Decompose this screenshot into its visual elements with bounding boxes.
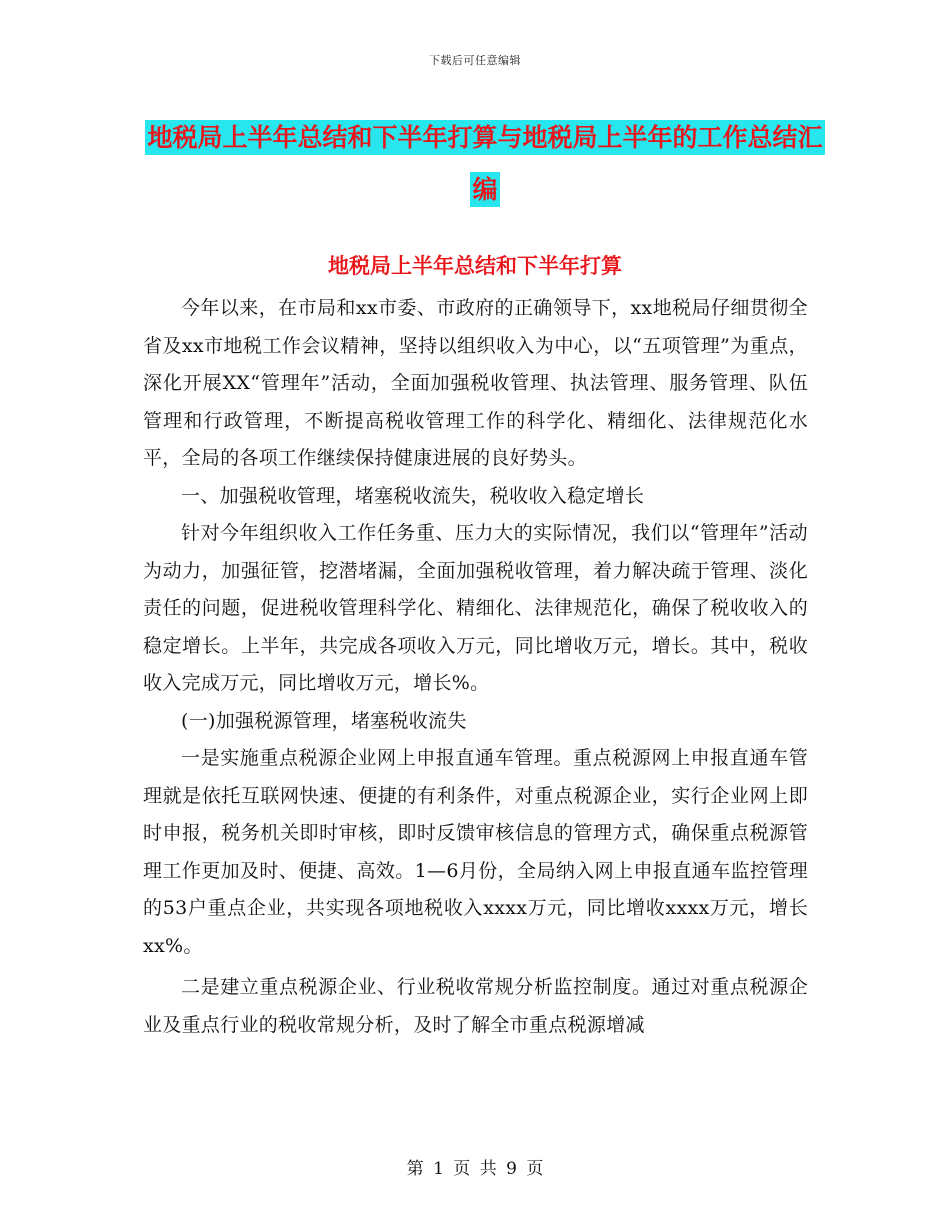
main-title-text: 地税局上半年总结和下半年打算与地税局上半年的工作总结汇编 <box>145 120 824 207</box>
heading-section-one: 一、加强税收管理，堵塞税收流失，税收收入稳定增长 <box>181 484 645 507</box>
header-note: 下载后可任意编辑 <box>429 54 521 67</box>
section-title: 地税局上半年总结和下半年打算 <box>328 254 622 278</box>
paragraph-intro: 今年以来，在市局和xx市委、市政府的正确领导下，xx地税局仔细贯彻全省及xx市地税工作会议精神，坚持以组织收入为中心，以“五项管理”为重点，深化开展XX“管理年”活动，全面加强税收管理、执法管理、服务管理、队伍管理和行政管理，不断提高税收管理工作的科学化、精细化、法律规范化水平，全局的各项工作继续保持健康进展的良好势头。 <box>143 297 808 469</box>
paragraph-revenue: 针对今年组织收入工作任务重、压力大的实际情况，我们以“管理年”活动为动力，加强征管，挖潜堵漏，全面加强税收管理，着力解决疏于管理、淡化责任的问题，促进税收管理科学化、精细化、法律规范化，确保了税收收入的稳定增长。上半年，共完成各项收入万元，同比增收万元，增长。其中，税收收入完成万元，同比增收万元，增长%。 <box>143 522 808 694</box>
page-footer: 第 1 页 共 9 页 <box>406 1159 544 1179</box>
subheading-tax-source: (一)加强税源管理，堵塞税收流失 <box>181 709 467 732</box>
paragraph-point-one: 一是实施重点税源企业网上申报直通车管理。重点税源网上申报直通车管理就是依托互联网快速、便捷的有利条件，对重点税源企业，实行企业网上即时申报，税务机关即时审核，即时反馈审核信息的管理方式，确保重点税源管理工作更加及时、便捷、高效。1—6月份，全局纳入网上申报直通车监控管理的53户重点企业，共实现各项地税收入xxxx万元，同比增收xxxx万元，增长xx%。 <box>143 747 808 957</box>
document-body <box>143 290 808 1044</box>
paragraph-point-two: 二是建立重点税源企业、行业税收常规分析监控制度。通过对重点税源企业及重点行业的税收常规分析，及时了解全市重点税源增减 <box>143 976 808 1036</box>
document-main-title <box>140 112 830 216</box>
